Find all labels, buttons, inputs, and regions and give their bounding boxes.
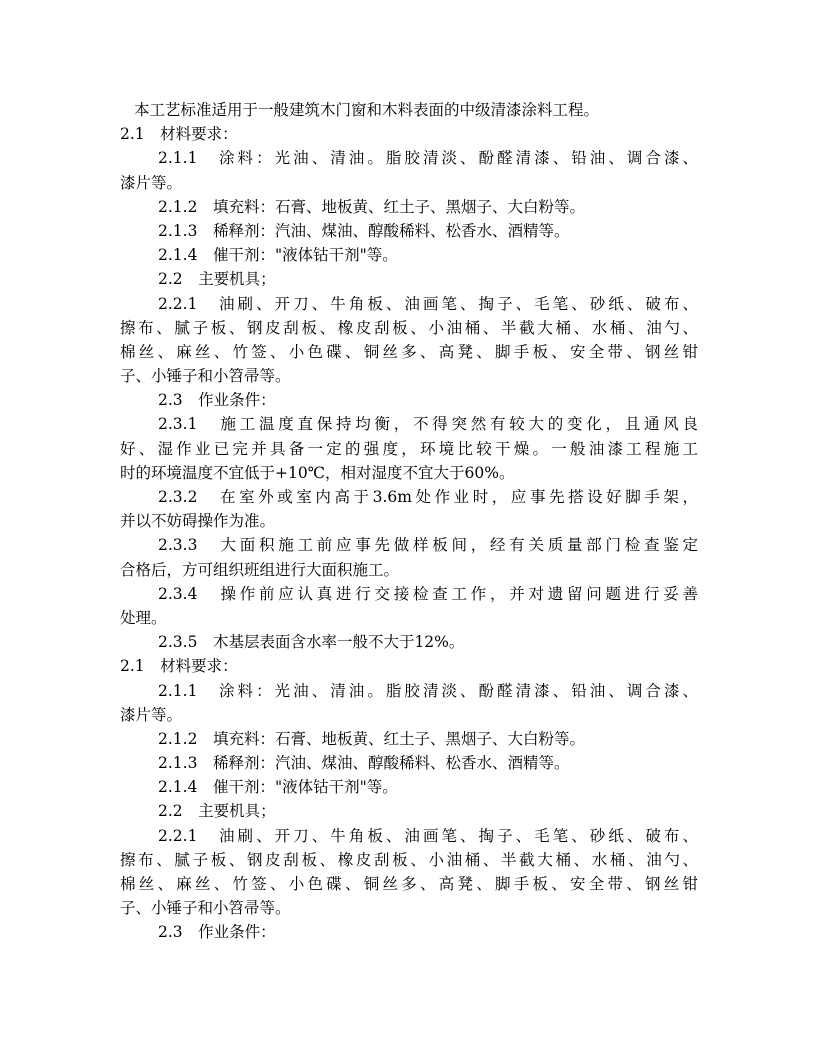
document-line: 2.1 材料要求： (120, 657, 238, 676)
document-line: 并以不妨碍操作为准。 (120, 512, 276, 531)
document-body (120, 98, 698, 945)
document-line: 2.2 主要机具； (158, 802, 276, 821)
document-line: 2.1.3 稀释剂：汽油、煤油、醇酸稀料、松香水、酒精等。 (158, 221, 570, 240)
document-line: 2.3 作业条件： (158, 391, 276, 410)
document-line: 子、小锤子和小笤帚等。 (120, 367, 291, 386)
document-line: 2.1.2 填充料：石膏、地板黄、红土子、黑烟子、大白粉等。 (158, 197, 585, 216)
document-line: 2.2 主要机具； (158, 270, 276, 289)
document-line: 2.3.4 操作前应认真进行交接检查工作，并对遗留问题进行妥善 (158, 584, 698, 603)
document-line: 2.3.3 大面积施工前应事先做样板间，经有关质量部门检查鉴定 (158, 536, 698, 555)
document-line: 2.3.2 在室外或室内高于3.6m处作业时，应事先搭设好脚手架， (158, 488, 698, 506)
document-line: 擦布、腻子板、钢皮刮板、橡皮刮板、小油桶、半截大桶、水桶、油勺、 (120, 850, 698, 869)
document-line: 2.1.1 涂料：光油、清油。脂胶清淡、酚醛清漆、铅油、调合漆、 (158, 149, 698, 168)
document-line: 处理。 (120, 608, 167, 627)
document-line: 2.1.2 填充料：石膏、地板黄、红土子、黑烟子、大白粉等。 (158, 729, 585, 748)
document-line: 2.3.5 木基层表面含水率一般不大于12%。 (158, 633, 465, 652)
document-line: 本工艺标准适用于一般建筑木门窗和木料表面的中级清漆涂料工程。 (134, 101, 600, 119)
document-line: 2.2.1 油刷、开刀、牛角板、油画笔、掏子、毛笔、砂纸、破布、 (158, 294, 698, 313)
document-line: 擦布、腻子板、钢皮刮板、橡皮刮板、小油桶、半截大桶、水桶、油勺、 (120, 318, 698, 337)
document-line: 时的环境温度不宜低于+10℃，相对湿度不宜大于60%。 (120, 463, 515, 482)
document-line: 2.1.4 催干剂："液体钴干剂"等。 (158, 778, 398, 797)
document-line: 2.1.3 稀释剂：汽油、煤油、醇酸稀料、松香水、酒精等。 (158, 754, 570, 773)
document-line: 棉丝、麻丝、竹签、小色碟、铜丝多、高凳、脚手板、安全带、钢丝钳 (120, 875, 698, 893)
document-line: 棉丝、麻丝、竹签、小色碟、铜丝多、高凳、脚手板、安全带、钢丝钳 (120, 342, 698, 361)
document-line: 漆片等。 (120, 705, 183, 724)
document-line: 好、湿作业已完并具备一定的强度，环境比较干燥。一般油漆工程施工 (120, 439, 698, 458)
document-line: 2.1.1 涂料：光油、清油。脂胶清淡、酚醛清漆、铅油、调合漆、 (158, 681, 698, 700)
document-line: 子、小锤子和小笤帚等。 (120, 899, 291, 918)
document-line: 2.1.4 催干剂："液体钴干剂"等。 (158, 246, 398, 265)
document-line: 2.1 材料要求： (120, 125, 238, 144)
document-line: 2.2.1 油刷、开刀、牛角板、油画笔、掏子、毛笔、砂纸、破布、 (158, 826, 698, 845)
document-line: 2.3 作业条件： (158, 923, 276, 942)
document-line: 2.3.1 施工温度直保持均衡，不得突然有较大的变化，且通风良 (158, 415, 698, 434)
document-line: 合格后，方可组织班组进行大面积施工。 (120, 560, 400, 579)
document-line: 漆片等。 (120, 173, 183, 192)
